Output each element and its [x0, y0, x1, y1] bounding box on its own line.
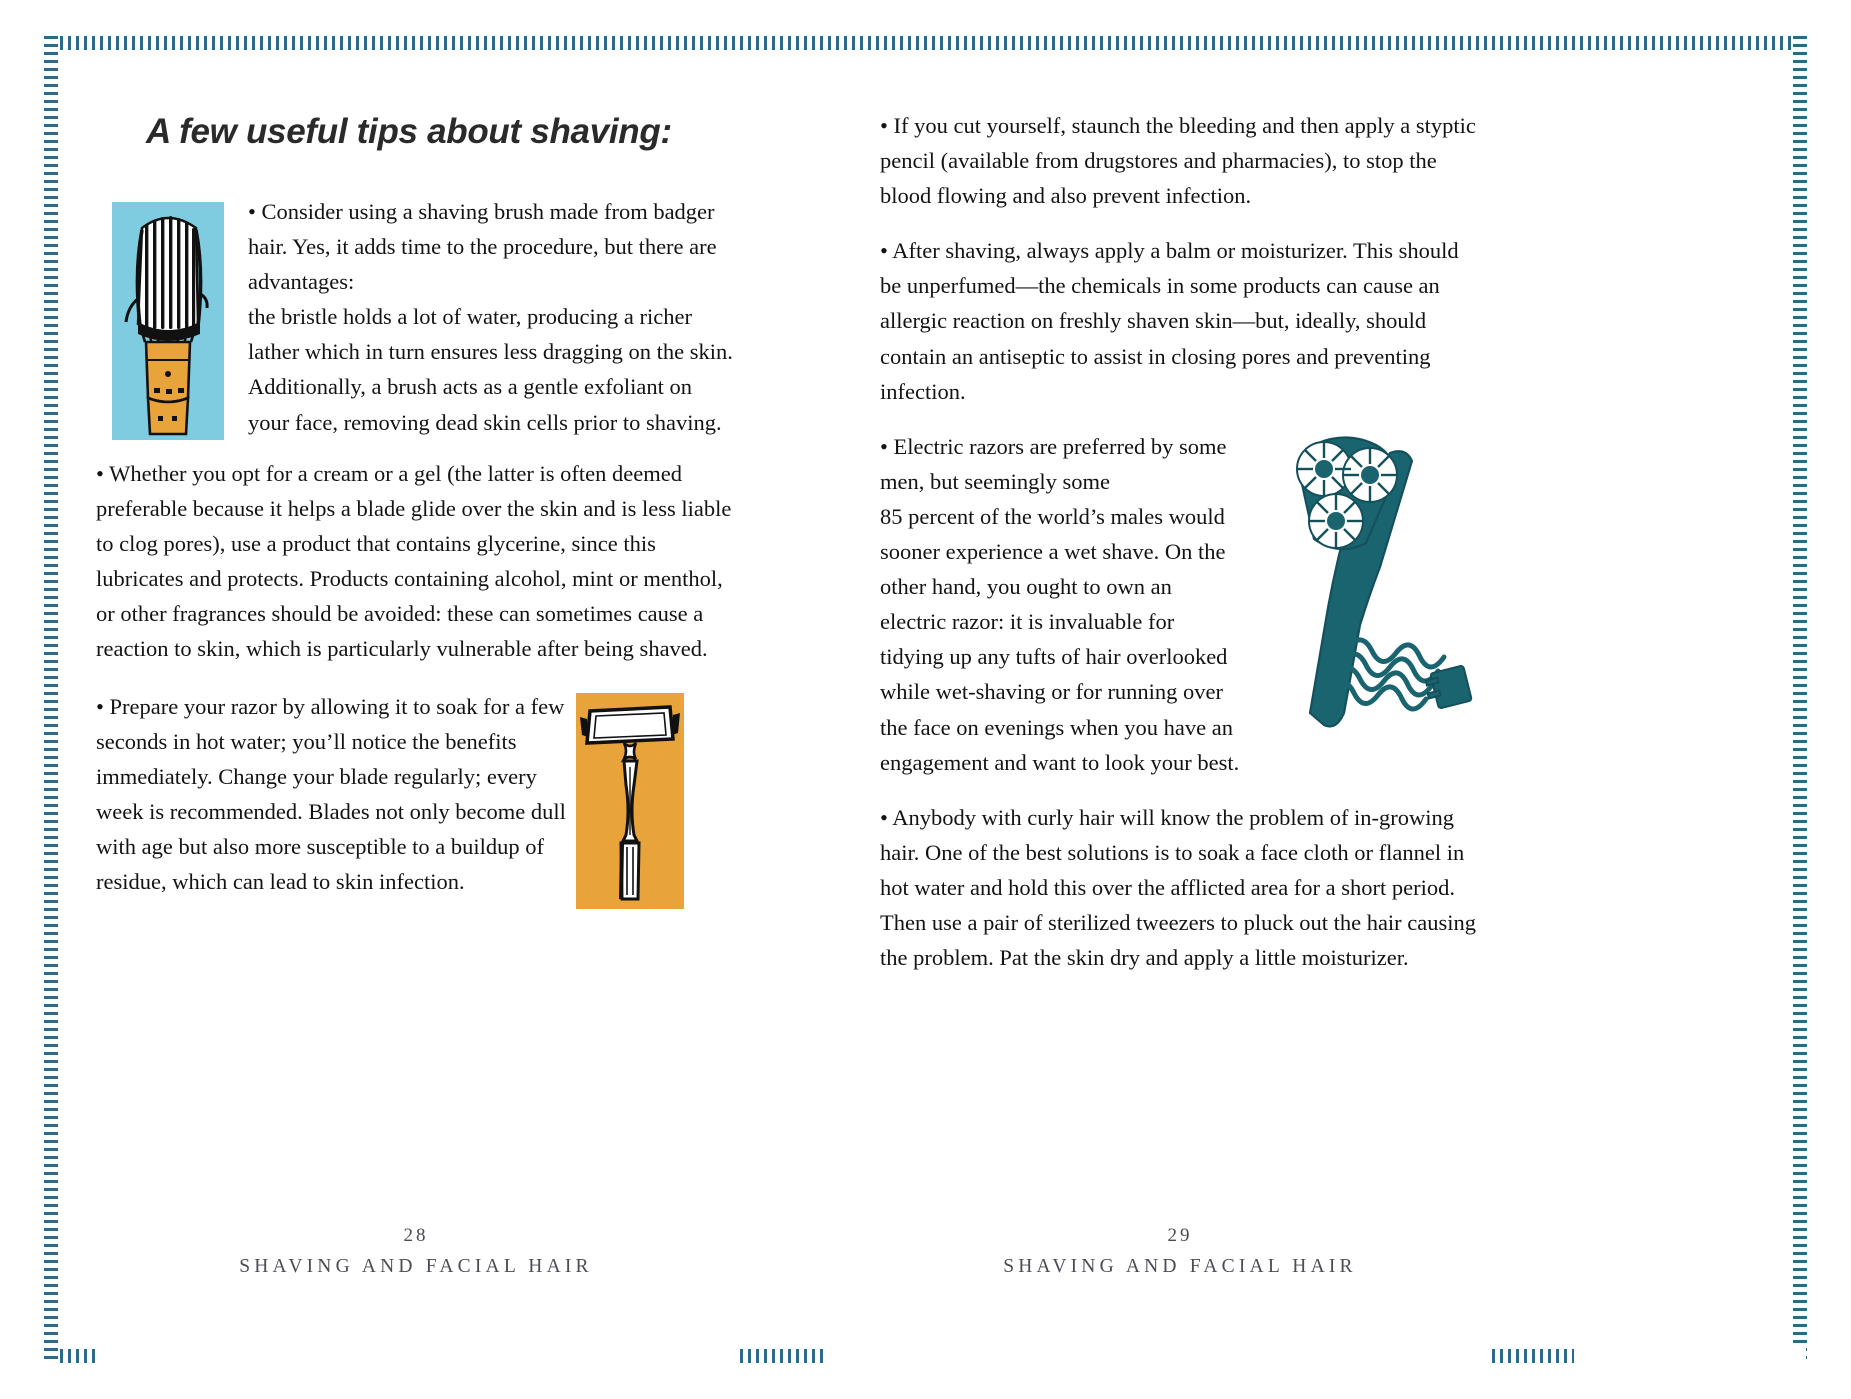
border-rule-left	[44, 36, 58, 1363]
electric-razor-illustration	[1248, 417, 1478, 747]
prepare-razor-block	[96, 689, 736, 900]
right-page	[880, 60, 1480, 1340]
brush-paragraph-wrap	[248, 194, 736, 440]
styptic-pencil-block	[880, 108, 1480, 213]
electric-razor-block	[880, 429, 1480, 780]
folio-number: 28	[403, 1225, 429, 1246]
paragraph: • Electric razors are preferred by some men, but seemingly some	[880, 433, 1227, 494]
paragraph: 85 percent of the world’s males would sooner experience a wet shave. On the other hand, you ought to own an electric razor: it is invaluable for tidying up any tufts of hair overlooked while wet-shaving or for running over the face on evenings when you have an engagement and want to look your best.	[880, 503, 1240, 775]
border-rule-right	[1793, 36, 1807, 1363]
border-gap-1	[100, 1343, 740, 1369]
paragraph: • Prepare your razor by allowing it to soak for a few seconds in hot water; you’ll notice the benefits immediately. Change your blade regularly; every week is recommended. Blades not only become dull with age but also more susceptible to a buildup of residue, which can lead to skin infection.	[96, 693, 566, 895]
shaving-brush-illustration	[112, 202, 224, 440]
paragraph: • Consider using a shaving brush made from badger hair. Yes, it adds time to the procedure, but there are advantages:	[248, 199, 717, 295]
paragraph: • If you cut yourself, staunch the bleeding and then apply a styptic pencil (available from drugstores and pharmacies), to stop the blood flowing and also prevent infection.	[880, 113, 1476, 209]
balm-moisturizer-block	[880, 233, 1480, 408]
electric-razor-text-wrap	[880, 429, 1240, 780]
footer-right	[880, 1225, 1480, 1278]
footer-left	[96, 1225, 736, 1278]
ingrowing-hair-block	[880, 800, 1480, 975]
running-head: SHAVING AND FACIAL HAIR	[1003, 1256, 1357, 1277]
folio-number: 29	[1167, 1225, 1193, 1246]
safety-razor-illustration	[576, 693, 684, 909]
border-gap-2	[828, 1343, 1488, 1369]
paragraph: • After shaving, always apply a balm or moisturizer. This should be unperfumed—the chemicals in some products can cause an allergic reaction on freshly shaven skin—but, ideally, should contain an antiseptic to assist in closing pores and preventing infection.	[880, 238, 1459, 404]
page-title: A few useful tips about shaving:	[146, 112, 672, 151]
paragraph: • Whether you opt for a cream or a gel (the latter is often deemed preferable because it helps a blade glide over the skin and is less liable to clog pores), use a product that contains glycerine, since this lubricates and protects. Products containing alcohol, mint or menthol, or other fragrances should be avoided: these can sometimes cause a reaction to skin, which is particularly vulnerable after being shaved.	[96, 461, 732, 662]
running-head: SHAVING AND FACIAL HAIR	[239, 1256, 593, 1277]
cream-or-gel-block	[96, 456, 736, 667]
left-page	[96, 60, 736, 1340]
paragraph: • Anybody with curly hair will know the problem of in-growing hair. One of the best solutions is to soak a face cloth or flannel in hot water and hold this over the afflicted area for a short period. Then use a pair of sterilized tweezers to pluck out the hair causing the problem. Pat the skin dry and apply a little moisturizer.	[880, 804, 1477, 971]
paragraph: the bristle holds a lot of water, producing a richer lather which in turn ensures less dragging on the skin. Additionally, a brush acts as a gentle exfoliant on your face, removing dead skin cells prior to shaving.	[248, 304, 733, 435]
border-rule-top	[44, 36, 1807, 50]
border-gap-3	[1574, 1343, 1806, 1369]
brush-text-block	[96, 194, 736, 442]
